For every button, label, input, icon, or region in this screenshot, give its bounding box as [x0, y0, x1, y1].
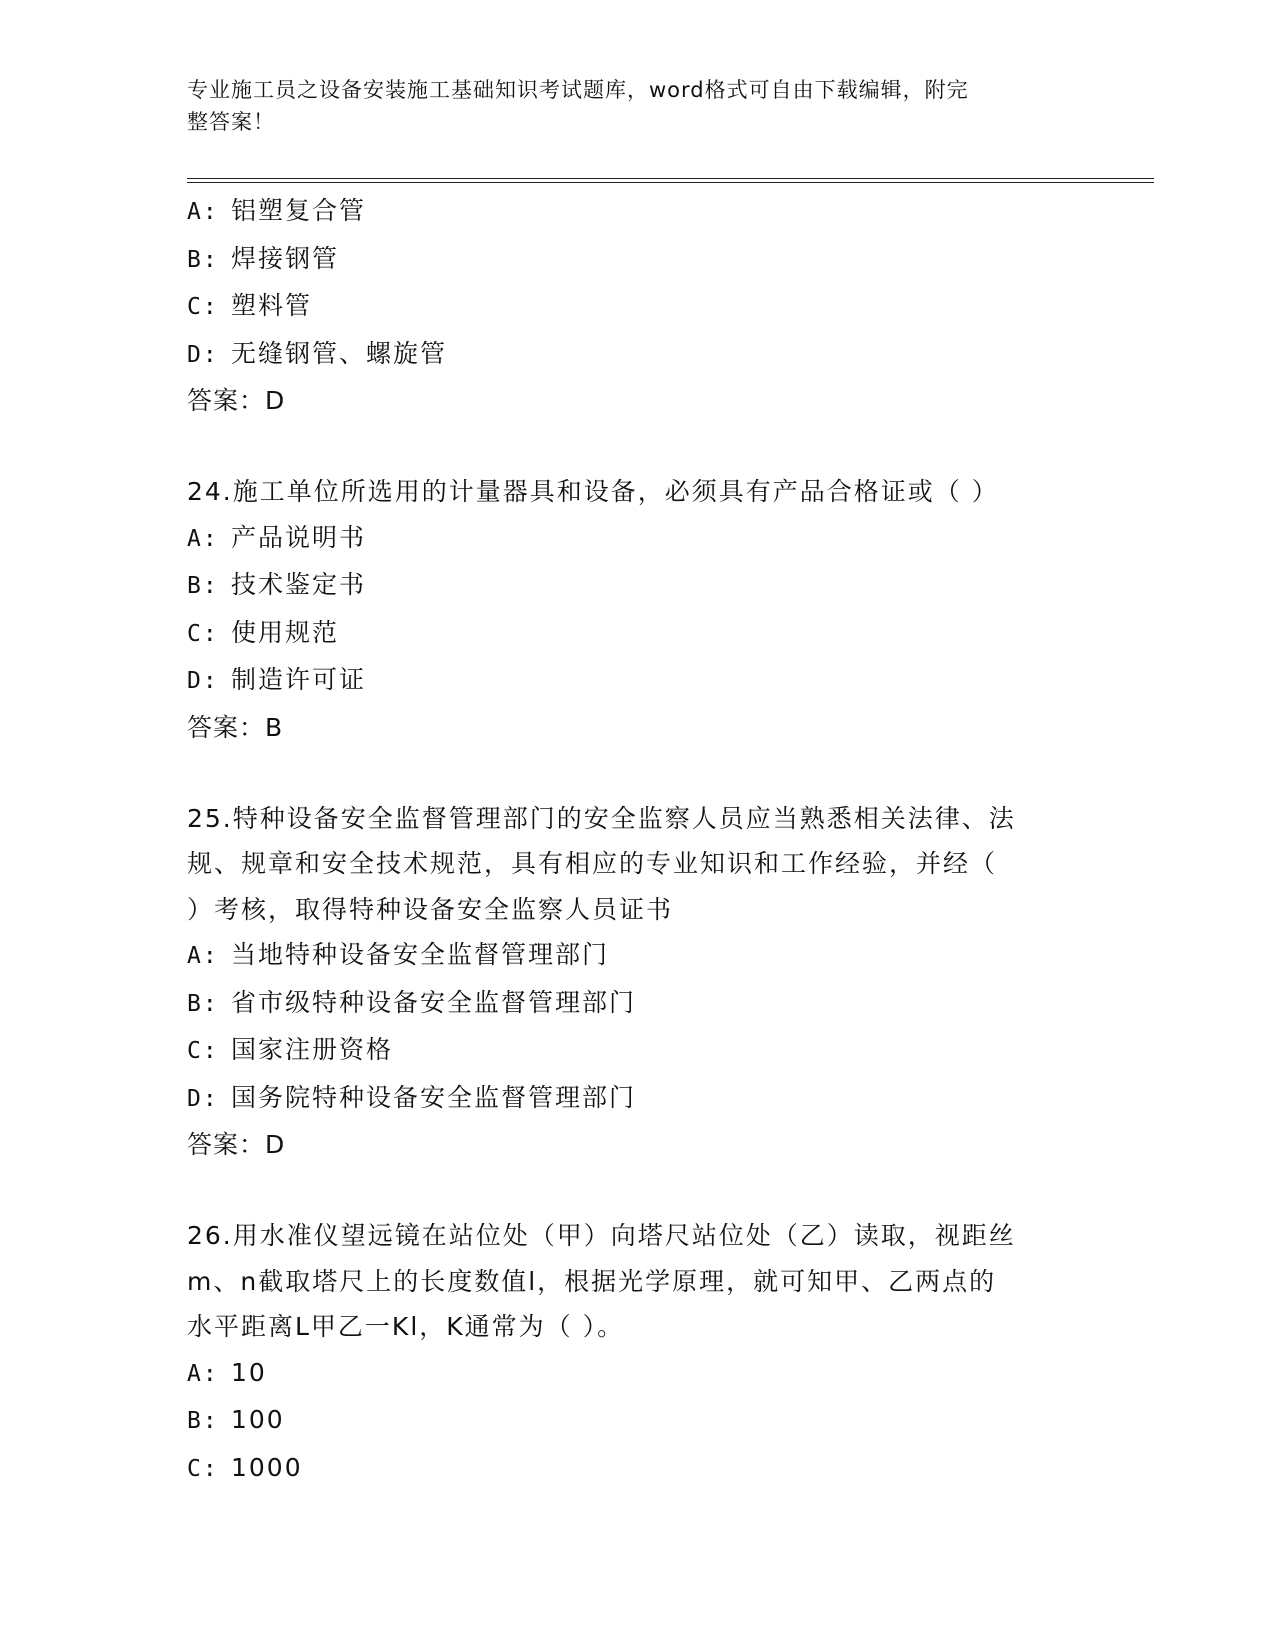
option-letter: C:: [187, 294, 219, 320]
option-text: 国家注册资格: [231, 1035, 394, 1064]
option-letter: B:: [187, 246, 219, 273]
option-d: [187, 657, 1087, 705]
option-letter: D:: [187, 668, 219, 694]
option-a: [187, 515, 1087, 563]
question-25: [187, 796, 1087, 1168]
option-b: [187, 236, 1087, 284]
option-c: [187, 1027, 1087, 1075]
exam-content: [187, 188, 1087, 1492]
option-c: [187, 610, 1087, 658]
page-header: [187, 74, 1067, 138]
option-text: 10: [231, 1357, 267, 1387]
option-text: 1000: [231, 1452, 303, 1482]
option-letter: C:: [187, 620, 219, 647]
option-text: 产品说明书: [231, 522, 367, 552]
option-letter: D:: [187, 341, 219, 368]
question-stem: 24.施工单位所选用的计量器具和设备，必须具有产品合格证或（ ）: [187, 477, 999, 506]
question-stem-line: 水平距离L甲乙一Kl，K通常为（ ）。: [187, 1312, 625, 1341]
option-d: [187, 331, 1087, 379]
option-letter: B:: [187, 990, 219, 1017]
answer-line: 答案：D: [187, 1130, 286, 1159]
option-letter: D:: [187, 1085, 219, 1112]
option-a: [187, 1350, 1087, 1398]
option-b: [187, 1397, 1087, 1445]
option-letter: B:: [187, 573, 219, 599]
option-c: [187, 283, 1087, 331]
option-b: [187, 562, 1087, 610]
header-divider: [187, 178, 1154, 183]
spacer: [187, 1168, 1087, 1214]
option-text: 焊接钢管: [231, 243, 340, 273]
option-letter: A:: [187, 943, 219, 969]
question-stem-line: 26.用水准仪望远镜在站位处（甲）向塔尺站位处（乙）读取，视距丝: [187, 1221, 1016, 1250]
option-text: 技术鉴定书: [231, 570, 367, 599]
option-a: [187, 932, 1087, 980]
header-line-1: 专业施工员之设备安装施工基础知识考试题库，word格式可自由下载编辑，附完: [187, 78, 969, 102]
answer-line: 答案：B: [187, 712, 284, 742]
question-26: [187, 1213, 1087, 1492]
option-text: 塑料管: [231, 291, 313, 320]
option-letter: A:: [187, 1360, 219, 1387]
header-line-2: 整答案！: [187, 110, 275, 134]
option-text: 100: [231, 1405, 285, 1434]
option-letter: A:: [187, 525, 219, 552]
answer-line: 答案：D: [187, 386, 286, 415]
option-text: 当地特种设备安全监督管理部门: [231, 940, 610, 969]
option-text: 省市级特种设备安全监督管理部门: [231, 987, 637, 1017]
option-text: 国务院特种设备安全监督管理部门: [231, 1082, 637, 1112]
question-stem-line: 25.特种设备安全监督管理部门的安全监察人员应当熟悉相关法律、法: [187, 803, 1016, 833]
question-stem-line: ）考核，取得特种设备安全监察人员证书: [187, 894, 674, 924]
option-letter: C:: [187, 1455, 219, 1482]
question-23-continued: [187, 188, 1087, 424]
option-text: 使用规范: [231, 617, 340, 647]
option-a: [187, 188, 1087, 236]
question-24: [187, 469, 1087, 750]
question-stem-line: m、n截取塔尺上的长度数值l，根据光学原理，就可知甲、乙两点的: [187, 1266, 997, 1296]
option-letter: B:: [187, 1408, 219, 1434]
option-d: [187, 1075, 1087, 1123]
option-b: [187, 980, 1087, 1028]
option-text: 制造许可证: [231, 665, 367, 694]
spacer: [187, 424, 1087, 470]
question-stem-line: 规、规章和安全技术规范，具有相应的专业知识和工作经验，并经（: [187, 849, 998, 878]
option-text: 无缝钢管、螺旋管: [231, 338, 448, 368]
option-letter: A:: [187, 199, 219, 225]
option-c: [187, 1445, 1087, 1493]
spacer: [187, 750, 1087, 796]
option-text: 铝塑复合管: [231, 196, 367, 225]
option-letter: C:: [187, 1038, 219, 1064]
